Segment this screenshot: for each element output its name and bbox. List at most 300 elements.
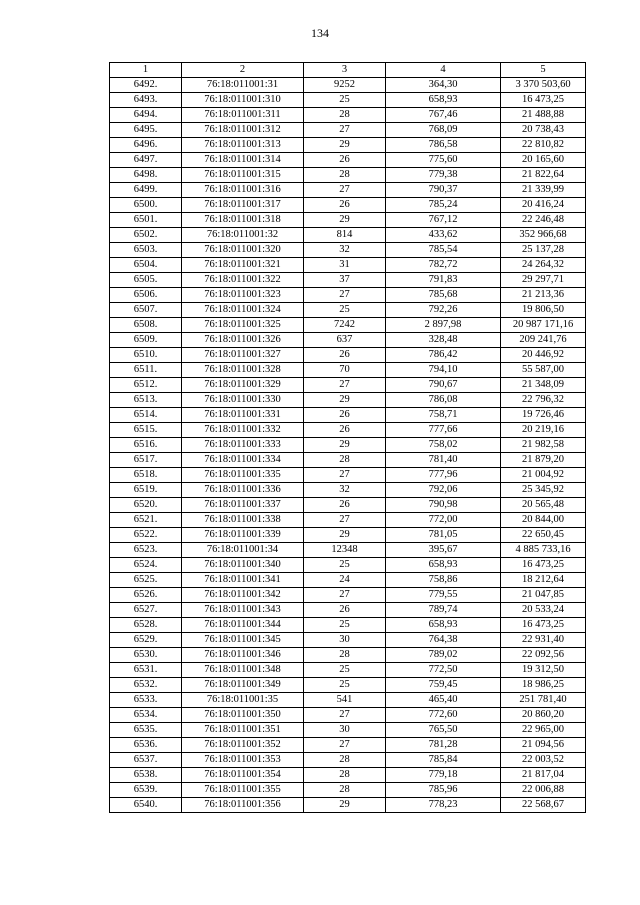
cadastral-number-cell: 76:18:011001:327 (182, 348, 304, 363)
area-cell: 27 (304, 123, 386, 138)
value-cell: 22 796,32 (501, 393, 586, 408)
area-cell: 27 (304, 738, 386, 753)
value-cell: 19 806,50 (501, 303, 586, 318)
value-cell: 19 726,46 (501, 408, 586, 423)
column-header: 2 (182, 63, 304, 78)
value-cell: 22 810,82 (501, 138, 586, 153)
value-cell: 22 003,52 (501, 753, 586, 768)
area-cell: 25 (304, 663, 386, 678)
area-cell: 37 (304, 273, 386, 288)
area-cell: 27 (304, 468, 386, 483)
value-cell: 20 844,00 (501, 513, 586, 528)
value-cell: 25 137,28 (501, 243, 586, 258)
value-cell: 22 246,48 (501, 213, 586, 228)
column-header: 5 (501, 63, 586, 78)
rate-cell: 772,60 (386, 708, 501, 723)
area-cell: 25 (304, 93, 386, 108)
row-number-cell: 6493. (110, 93, 182, 108)
rate-cell: 791,83 (386, 273, 501, 288)
row-number-cell: 6526. (110, 588, 182, 603)
rate-cell: 433,62 (386, 228, 501, 243)
cadastral-number-cell: 76:18:011001:326 (182, 333, 304, 348)
table-row (110, 318, 586, 333)
rate-cell: 785,24 (386, 198, 501, 213)
table-row (110, 303, 586, 318)
rate-cell: 777,96 (386, 468, 501, 483)
cadastral-number-cell: 76:18:011001:336 (182, 483, 304, 498)
rate-cell: 758,71 (386, 408, 501, 423)
cadastral-number-cell: 76:18:011001:321 (182, 258, 304, 273)
area-cell: 25 (304, 618, 386, 633)
row-number-cell: 6502. (110, 228, 182, 243)
area-cell: 541 (304, 693, 386, 708)
rate-cell: 772,00 (386, 513, 501, 528)
value-cell: 25 345,92 (501, 483, 586, 498)
area-cell: 28 (304, 753, 386, 768)
area-cell: 27 (304, 513, 386, 528)
table-row (110, 678, 586, 693)
row-number-cell: 6505. (110, 273, 182, 288)
rate-cell: 786,58 (386, 138, 501, 153)
value-cell: 3 370 503,60 (501, 78, 586, 93)
value-cell: 21 047,85 (501, 588, 586, 603)
area-cell: 28 (304, 648, 386, 663)
rate-cell: 781,40 (386, 453, 501, 468)
row-number-cell: 6520. (110, 498, 182, 513)
rate-cell: 790,67 (386, 378, 501, 393)
cadastral-number-cell: 76:18:011001:311 (182, 108, 304, 123)
rate-cell: 775,60 (386, 153, 501, 168)
row-number-cell: 6525. (110, 573, 182, 588)
row-number-cell: 6507. (110, 303, 182, 318)
area-cell: 26 (304, 423, 386, 438)
rate-cell: 758,02 (386, 438, 501, 453)
row-number-cell: 6540. (110, 798, 182, 813)
row-number-cell: 6503. (110, 243, 182, 258)
row-number-cell: 6504. (110, 258, 182, 273)
rate-cell: 792,06 (386, 483, 501, 498)
area-cell: 25 (304, 558, 386, 573)
cadastral-number-cell: 76:18:011001:334 (182, 453, 304, 468)
row-number-cell: 6494. (110, 108, 182, 123)
cadastral-number-cell: 76:18:011001:329 (182, 378, 304, 393)
area-cell: 28 (304, 168, 386, 183)
cadastral-number-cell: 76:18:011001:331 (182, 408, 304, 423)
row-number-cell: 6522. (110, 528, 182, 543)
value-cell: 22 568,67 (501, 798, 586, 813)
row-number-cell: 6527. (110, 603, 182, 618)
cadastral-number-cell: 76:18:011001:355 (182, 783, 304, 798)
cadastral-number-cell: 76:18:011001:345 (182, 633, 304, 648)
cadastral-number-cell: 76:18:011001:314 (182, 153, 304, 168)
cadastral-number-cell: 76:18:011001:318 (182, 213, 304, 228)
rate-cell: 2 897,98 (386, 318, 501, 333)
value-cell: 16 473,25 (501, 618, 586, 633)
table-row (110, 93, 586, 108)
area-cell: 27 (304, 588, 386, 603)
row-number-cell: 6518. (110, 468, 182, 483)
value-cell: 24 264,32 (501, 258, 586, 273)
row-number-cell: 6521. (110, 513, 182, 528)
cadastral-number-cell: 76:18:011001:323 (182, 288, 304, 303)
value-cell: 20 446,92 (501, 348, 586, 363)
rate-cell: 785,68 (386, 288, 501, 303)
rate-cell: 778,23 (386, 798, 501, 813)
value-cell: 21 488,88 (501, 108, 586, 123)
area-cell: 32 (304, 243, 386, 258)
value-cell: 20 738,43 (501, 123, 586, 138)
table-row (110, 798, 586, 813)
row-number-cell: 6508. (110, 318, 182, 333)
cadastral-number-cell: 76:18:011001:340 (182, 558, 304, 573)
table-row (110, 168, 586, 183)
table-row (110, 543, 586, 558)
area-cell: 12348 (304, 543, 386, 558)
cadastral-number-cell: 76:18:011001:316 (182, 183, 304, 198)
rate-cell: 765,50 (386, 723, 501, 738)
area-cell: 28 (304, 783, 386, 798)
row-number-cell: 6509. (110, 333, 182, 348)
rate-cell: 364,30 (386, 78, 501, 93)
row-number-cell: 6531. (110, 663, 182, 678)
area-cell: 26 (304, 603, 386, 618)
table-row (110, 198, 586, 213)
value-cell: 29 297,71 (501, 273, 586, 288)
value-cell: 16 473,25 (501, 93, 586, 108)
area-cell: 25 (304, 678, 386, 693)
row-number-cell: 6535. (110, 723, 182, 738)
area-cell: 26 (304, 348, 386, 363)
area-cell: 70 (304, 363, 386, 378)
value-cell: 21 213,36 (501, 288, 586, 303)
area-cell: 28 (304, 108, 386, 123)
table-row (110, 528, 586, 543)
rate-cell: 758,86 (386, 573, 501, 588)
row-number-cell: 6514. (110, 408, 182, 423)
table-row (110, 363, 586, 378)
value-cell: 21 879,20 (501, 453, 586, 468)
area-cell: 30 (304, 723, 386, 738)
area-cell: 29 (304, 798, 386, 813)
header-row (110, 63, 586, 78)
area-cell: 27 (304, 288, 386, 303)
rate-cell: 786,42 (386, 348, 501, 363)
table-row (110, 603, 586, 618)
area-cell: 26 (304, 498, 386, 513)
table-row (110, 708, 586, 723)
table-row (110, 438, 586, 453)
value-cell: 21 822,64 (501, 168, 586, 183)
value-cell: 18 212,64 (501, 573, 586, 588)
rate-cell: 789,74 (386, 603, 501, 618)
table-row (110, 123, 586, 138)
area-cell: 29 (304, 138, 386, 153)
area-cell: 29 (304, 213, 386, 228)
area-cell: 9252 (304, 78, 386, 93)
row-number-cell: 6506. (110, 288, 182, 303)
table-body (110, 78, 586, 813)
value-cell: 22 006,88 (501, 783, 586, 798)
rate-cell: 328,48 (386, 333, 501, 348)
row-number-cell: 6501. (110, 213, 182, 228)
area-cell: 30 (304, 633, 386, 648)
value-cell: 18 986,25 (501, 678, 586, 693)
table-row (110, 243, 586, 258)
row-number-cell: 6523. (110, 543, 182, 558)
cadastral-number-cell: 76:18:011001:356 (182, 798, 304, 813)
table-row (110, 663, 586, 678)
area-cell: 26 (304, 153, 386, 168)
area-cell: 28 (304, 768, 386, 783)
value-cell: 20 416,24 (501, 198, 586, 213)
rate-cell: 465,40 (386, 693, 501, 708)
area-cell: 26 (304, 408, 386, 423)
cadastral-number-cell: 76:18:011001:349 (182, 678, 304, 693)
row-number-cell: 6512. (110, 378, 182, 393)
row-number-cell: 6530. (110, 648, 182, 663)
value-cell: 4 885 733,16 (501, 543, 586, 558)
table-row (110, 333, 586, 348)
cadastral-number-cell: 76:18:011001:335 (182, 468, 304, 483)
area-cell: 814 (304, 228, 386, 243)
row-number-cell: 6496. (110, 138, 182, 153)
value-cell: 20 533,24 (501, 603, 586, 618)
cadastral-number-cell: 76:18:011001:322 (182, 273, 304, 288)
row-number-cell: 6497. (110, 153, 182, 168)
rate-cell: 779,55 (386, 588, 501, 603)
value-cell: 22 931,40 (501, 633, 586, 648)
row-number-cell: 6538. (110, 768, 182, 783)
cadastral-number-cell: 76:18:011001:315 (182, 168, 304, 183)
cadastral-number-cell: 76:18:011001:31 (182, 78, 304, 93)
cadastral-number-cell: 76:18:011001:324 (182, 303, 304, 318)
row-number-cell: 6499. (110, 183, 182, 198)
area-cell: 27 (304, 183, 386, 198)
row-number-cell: 6515. (110, 423, 182, 438)
cadastral-number-cell: 76:18:011001:332 (182, 423, 304, 438)
value-cell: 21 004,92 (501, 468, 586, 483)
cadastral-number-cell: 76:18:011001:351 (182, 723, 304, 738)
rate-cell: 764,38 (386, 633, 501, 648)
data-table (109, 62, 586, 813)
cadastral-number-cell: 76:18:011001:330 (182, 393, 304, 408)
value-cell: 55 587,00 (501, 363, 586, 378)
cadastral-number-cell: 76:18:011001:352 (182, 738, 304, 753)
cadastral-number-cell: 76:18:011001:342 (182, 588, 304, 603)
rate-cell: 786,08 (386, 393, 501, 408)
table-row (110, 768, 586, 783)
table-row (110, 468, 586, 483)
area-cell: 32 (304, 483, 386, 498)
rate-cell: 658,93 (386, 93, 501, 108)
table-row (110, 153, 586, 168)
rate-cell: 658,93 (386, 558, 501, 573)
rate-cell: 781,05 (386, 528, 501, 543)
cadastral-number-cell: 76:18:011001:317 (182, 198, 304, 213)
row-number-cell: 6532. (110, 678, 182, 693)
cadastral-number-cell: 76:18:011001:346 (182, 648, 304, 663)
table-row (110, 783, 586, 798)
cadastral-number-cell: 76:18:011001:32 (182, 228, 304, 243)
rate-cell: 785,54 (386, 243, 501, 258)
table-row (110, 378, 586, 393)
area-cell: 29 (304, 528, 386, 543)
area-cell: 29 (304, 438, 386, 453)
cadastral-number-cell: 76:18:011001:312 (182, 123, 304, 138)
cadastral-number-cell: 76:18:011001:310 (182, 93, 304, 108)
table-row (110, 138, 586, 153)
row-number-cell: 6517. (110, 453, 182, 468)
cadastral-number-cell: 76:18:011001:325 (182, 318, 304, 333)
row-number-cell: 6529. (110, 633, 182, 648)
row-number-cell: 6519. (110, 483, 182, 498)
rate-cell: 794,10 (386, 363, 501, 378)
table-row (110, 348, 586, 363)
area-cell: 25 (304, 303, 386, 318)
cadastral-number-cell: 76:18:011001:350 (182, 708, 304, 723)
area-cell: 24 (304, 573, 386, 588)
cadastral-number-cell: 76:18:011001:344 (182, 618, 304, 633)
cadastral-number-cell: 76:18:011001:313 (182, 138, 304, 153)
area-cell: 7242 (304, 318, 386, 333)
area-cell: 637 (304, 333, 386, 348)
column-header: 3 (304, 63, 386, 78)
area-cell: 28 (304, 453, 386, 468)
table-row (110, 618, 586, 633)
value-cell: 20 219,16 (501, 423, 586, 438)
table-row (110, 738, 586, 753)
row-number-cell: 6539. (110, 783, 182, 798)
table-row (110, 453, 586, 468)
area-cell: 27 (304, 378, 386, 393)
table-row (110, 273, 586, 288)
table-row (110, 393, 586, 408)
cadastral-number-cell: 76:18:011001:35 (182, 693, 304, 708)
rate-cell: 658,93 (386, 618, 501, 633)
rate-cell: 782,72 (386, 258, 501, 273)
cadastral-number-cell: 76:18:011001:34 (182, 543, 304, 558)
rate-cell: 767,12 (386, 213, 501, 228)
row-number-cell: 6495. (110, 123, 182, 138)
value-cell: 21 348,09 (501, 378, 586, 393)
rate-cell: 790,37 (386, 183, 501, 198)
value-cell: 19 312,50 (501, 663, 586, 678)
area-cell: 29 (304, 393, 386, 408)
cadastral-number-cell: 76:18:011001:338 (182, 513, 304, 528)
table-row (110, 183, 586, 198)
table-row (110, 573, 586, 588)
row-number-cell: 6511. (110, 363, 182, 378)
row-number-cell: 6510. (110, 348, 182, 363)
cadastral-number-cell: 76:18:011001:341 (182, 573, 304, 588)
value-cell: 21 339,99 (501, 183, 586, 198)
rate-cell: 785,84 (386, 753, 501, 768)
table-row (110, 213, 586, 228)
table-row (110, 588, 586, 603)
row-number-cell: 6516. (110, 438, 182, 453)
rate-cell: 779,18 (386, 768, 501, 783)
area-cell: 31 (304, 258, 386, 273)
row-number-cell: 6537. (110, 753, 182, 768)
value-cell: 20 987 171,16 (501, 318, 586, 333)
rate-cell: 785,96 (386, 783, 501, 798)
row-number-cell: 6536. (110, 738, 182, 753)
rate-cell: 790,98 (386, 498, 501, 513)
area-cell: 26 (304, 198, 386, 213)
page-number: 134 (311, 26, 329, 40)
table-row (110, 633, 586, 648)
rate-cell: 395,67 (386, 543, 501, 558)
cadastral-number-cell: 76:18:011001:337 (182, 498, 304, 513)
table-row (110, 753, 586, 768)
row-number-cell: 6500. (110, 198, 182, 213)
row-number-cell: 6528. (110, 618, 182, 633)
cadastral-number-cell: 76:18:011001:320 (182, 243, 304, 258)
value-cell: 20 165,60 (501, 153, 586, 168)
row-number-cell: 6533. (110, 693, 182, 708)
value-cell: 20 860,20 (501, 708, 586, 723)
rate-cell: 759,45 (386, 678, 501, 693)
table-row (110, 108, 586, 123)
rate-cell: 789,02 (386, 648, 501, 663)
table-row (110, 78, 586, 93)
value-cell: 22 650,45 (501, 528, 586, 543)
value-cell: 251 781,40 (501, 693, 586, 708)
table-row (110, 648, 586, 663)
value-cell: 21 817,04 (501, 768, 586, 783)
table-row (110, 513, 586, 528)
row-number-cell: 6513. (110, 393, 182, 408)
value-cell: 16 473,25 (501, 558, 586, 573)
table-row (110, 288, 586, 303)
row-number-cell: 6498. (110, 168, 182, 183)
row-number-cell: 6534. (110, 708, 182, 723)
cadastral-number-cell: 76:18:011001:328 (182, 363, 304, 378)
table-row (110, 558, 586, 573)
value-cell: 22 092,56 (501, 648, 586, 663)
table-row (110, 693, 586, 708)
cadastral-number-cell: 76:18:011001:339 (182, 528, 304, 543)
cadastral-number-cell: 76:18:011001:348 (182, 663, 304, 678)
rate-cell: 772,50 (386, 663, 501, 678)
rate-cell: 768,09 (386, 123, 501, 138)
rate-cell: 779,38 (386, 168, 501, 183)
value-cell: 21 982,58 (501, 438, 586, 453)
row-number-cell: 6524. (110, 558, 182, 573)
rate-cell: 781,28 (386, 738, 501, 753)
rate-cell: 767,46 (386, 108, 501, 123)
table-row (110, 723, 586, 738)
table-row (110, 408, 586, 423)
row-number-cell: 6492. (110, 78, 182, 93)
value-cell: 22 965,00 (501, 723, 586, 738)
rate-cell: 777,66 (386, 423, 501, 438)
table-row (110, 258, 586, 273)
rate-cell: 792,26 (386, 303, 501, 318)
table-row (110, 498, 586, 513)
value-cell: 20 565,48 (501, 498, 586, 513)
cadastral-number-cell: 76:18:011001:354 (182, 768, 304, 783)
column-header: 4 (386, 63, 501, 78)
value-cell: 352 966,68 (501, 228, 586, 243)
cadastral-number-cell: 76:18:011001:343 (182, 603, 304, 618)
table-row (110, 423, 586, 438)
table-row (110, 483, 586, 498)
value-cell: 209 241,76 (501, 333, 586, 348)
value-cell: 21 094,56 (501, 738, 586, 753)
cadastral-number-cell: 76:18:011001:353 (182, 753, 304, 768)
cadastral-number-cell: 76:18:011001:333 (182, 438, 304, 453)
